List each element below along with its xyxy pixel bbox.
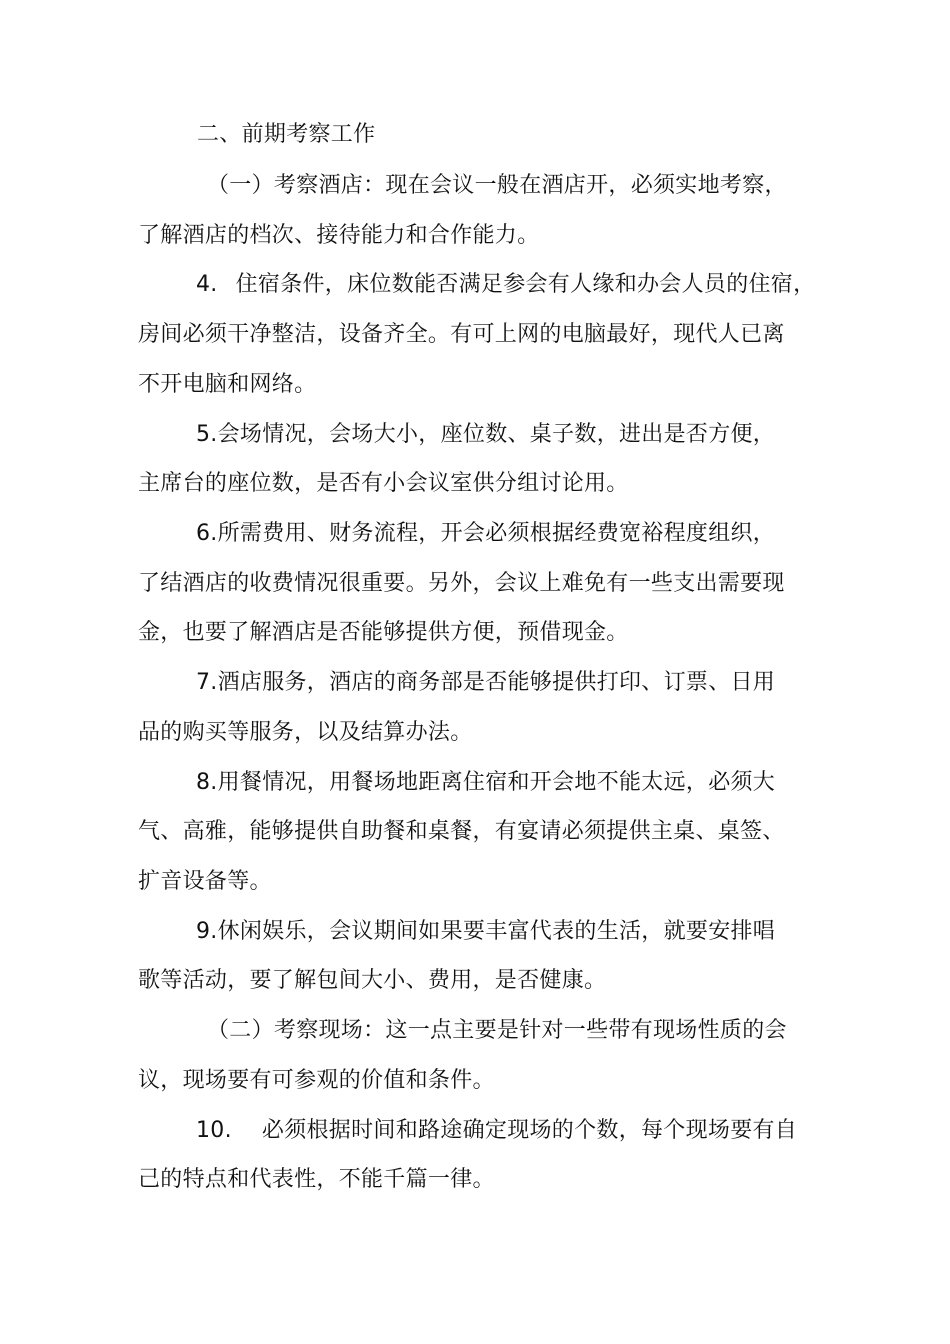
paragraph-text: 住宿条件，床位数能否满足参会有人缘和办会人员的住宿， bbox=[235, 272, 816, 297]
paragraph-line: 房间必须干净整洁，设备齐全。有可上网的电脑最好，现代人已离 bbox=[138, 322, 785, 347]
paragraph-line: 己的特点和代表性，不能千篇一律。 bbox=[138, 1167, 495, 1192]
paragraph-line: 7.酒店服务，酒店的商务部是否能够提供打印、订票、日用 bbox=[196, 670, 776, 695]
item-number: 4. bbox=[196, 272, 218, 297]
paragraph-line: 歌等活动，要了解包间大小、费用，是否健康。 bbox=[138, 968, 607, 993]
paragraph-line: 了解酒店的档次、接待能力和合作能力。 bbox=[138, 223, 540, 248]
paragraph-line: 8.用餐情况，用餐场地距离住宿和开会地不能太远，必须大 bbox=[196, 770, 776, 795]
paragraph-line: 6.所需费用、财务流程，开会必须根据经费宽裕程度组织， bbox=[196, 521, 776, 546]
paragraph-line: 了结酒店的收费情况很重要。另外，会议上难免有一些支出需要现 bbox=[138, 571, 785, 596]
paragraph-line: 气、高雅，能够提供自助餐和桌餐，有宴请必须提供主桌、桌签、 bbox=[138, 819, 785, 844]
paragraph-text: 必须根据时间和路途确定现场的个数，每个现场要有自 bbox=[261, 1118, 798, 1143]
paragraph-line: 金，也要了解酒店是否能够提供方便，预借现金。 bbox=[138, 620, 629, 645]
paragraph-line: 议，现场要有可参观的价值和条件。 bbox=[138, 1068, 495, 1093]
paragraph-line: 9.休闲娱乐，会议期间如果要丰富代表的生活，就要安排唱 bbox=[196, 919, 776, 944]
paragraph-line: 扩音设备等。 bbox=[138, 869, 272, 894]
paragraph-line: 5.会场情况，会场大小，座位数、桌子数，进出是否方便， bbox=[196, 422, 776, 447]
section-heading: 二、前期考察工作 bbox=[197, 122, 376, 147]
item-number: 10. bbox=[196, 1118, 232, 1143]
paragraph-line: 品的购买等服务，以及结算办法。 bbox=[138, 720, 473, 745]
paragraph-line: 不开电脑和网络。 bbox=[138, 372, 317, 397]
paragraph-line: （一）考察酒店：现在会议一般在酒店开，必须实地考察， bbox=[207, 173, 787, 198]
numbered-paragraph-line bbox=[196, 270, 815, 300]
paragraph-line: 主席台的座位数，是否有小会议室供分组讨论用。 bbox=[138, 471, 629, 496]
numbered-paragraph-line bbox=[196, 1116, 797, 1146]
paragraph-line: （二）考察现场：这一点主要是针对一些带有现场性质的会 bbox=[207, 1018, 787, 1043]
